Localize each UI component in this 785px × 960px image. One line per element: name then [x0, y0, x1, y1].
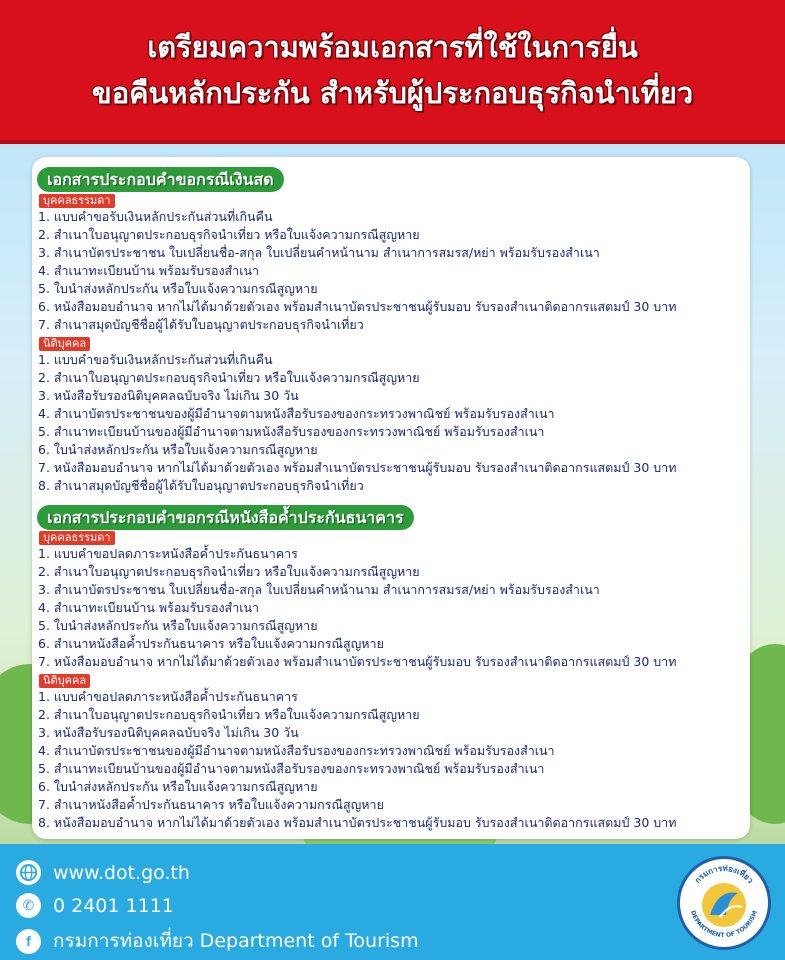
list-item: 2. สำเนาใบอนุญาตประกอบธุรกิจนำเที่ยว หรือใบแจ้งความกรณีสูญหาย — [38, 707, 420, 722]
globe-icon — [16, 860, 41, 885]
list-item: 2. สำเนาใบอนุญาตประกอบธุรกิจนำเที่ยว หรือใบแจ้งความกรณีสูญหาย — [38, 227, 420, 242]
list-item: 1. แบบคำขอปลดภาระหนังสือค้ำประกันธนาคาร — [38, 689, 298, 704]
document-list-card — [32, 157, 750, 839]
website-link[interactable]: www.dot.go.th — [53, 861, 190, 884]
list-item: 3. หนังสือรับรองนิติบุคคลฉบับจริง ไม่เกิน 30 วัน — [38, 725, 299, 740]
list-item: 1. แบบคำขอปลดภาระหนังสือค้ำประกันธนาคาร — [38, 546, 298, 561]
facebook-row[interactable] — [16, 926, 419, 956]
logo-text-top: กรมการท่องเที่ยว — [693, 863, 755, 886]
list-item: 6. ใบนำส่งหลักประกัน หรือใบแจ้งความกรณีสูญหาย — [38, 779, 318, 794]
list-item: 4. สำเนาทะเบียนบ้าน พร้อมรับรองสำเนา — [38, 600, 260, 615]
logo-text-bottom: DEPARTMENT OF TOURISM — [689, 909, 759, 940]
list-item: 7. หนังสือมอบอำนาจ หากไม่ได้มาด้วยตัวเอง พร้อมสำเนาบัตรประชาชนผู้รับมอบ รับรองสำเนาติดอากรแสตมป์ 30 บาท — [38, 654, 677, 669]
department-of-tourism-logo — [677, 856, 771, 950]
list-item: 3. สำเนาบัตรประชาชน ใบเปลี่ยนชื่อ-สกุล ใบเปลี่ยนคำหน้านาม สำเนาการสมรส/หย่า พร้อมรับรองสำเนา — [38, 245, 600, 260]
facebook-page-name[interactable]: กรมการท่องเที่ยว Department of Tourism — [53, 930, 419, 952]
group-label-individual: บุคคลธรรมดา — [39, 531, 115, 545]
list-item: 5. ใบนำส่งหลักประกัน หรือใบแจ้งความกรณีสูญหาย — [38, 618, 318, 633]
list-item: 2. สำเนาใบอนุญาตประกอบธุรกิจนำเที่ยว หรือใบแจ้งความกรณีสูญหาย — [38, 564, 420, 579]
list-item: 4. สำเนาทะเบียนบ้าน พร้อมรับรองสำเนา — [38, 263, 260, 278]
phone-number[interactable]: 0 2401 1111 — [53, 894, 174, 917]
list-item: 5. สำเนาทะเบียนบ้านของผู้มีอำนาจตามหนังสือรับรองของกระทรวงพาณิชย์ พร้อมรับรองสำเนา — [38, 761, 545, 776]
header-banner — [0, 0, 785, 144]
list-item: 2. สำเนาใบอนุญาตประกอบธุรกิจนำเที่ยว หรือใบแจ้งความกรณีสูญหาย — [38, 370, 420, 385]
facebook-icon: f — [16, 929, 41, 954]
list-item: 7. สำเนาหนังสือค้ำประกันธนาคาร หรือใบแจ้งความกรณีสูญหาย — [38, 797, 384, 812]
list-item: 6. ใบนำส่งหลักประกัน หรือใบแจ้งความกรณีสูญหาย — [38, 442, 318, 457]
list-item: 8. สำเนาสมุดบัญชีชื่อผู้ได้รับใบอนุญาตประกอบธุรกิจนำเที่ยว — [38, 478, 364, 493]
section-title-bank-guarantee: เอกสารประกอบคำขอกรณีหนังสือค้ำประกันธนาคาร — [37, 505, 414, 530]
page-title-line-1: เตรียมความพร้อมเอกสารที่ใช้ในการยื่น — [147, 30, 638, 64]
list-item: 8. หนังสือมอบอำนาจ หากไม่ได้มาด้วยตัวเอง พร้อมสำเนาบัตรประชาชนผู้รับมอบ รับรองสำเนาติดอากรแสตมป์ 30 บาท — [38, 815, 677, 830]
list-item: 7. หนังสือมอบอำนาจ หากไม่ได้มาด้วยตัวเอง พร้อมสำเนาบัตรประชาชนผู้รับมอบ รับรองสำเนาติดอากรแสตมป์ 30 บาท — [38, 460, 677, 475]
phone-icon: ✆ — [16, 893, 41, 918]
list-item: 4. สำเนาบัตรประชาชนของผู้มีอำนาจตามหนังสือรับรองของกระทรวงพาณิชย์ พร้อมรับรองสำเนา — [38, 406, 555, 421]
svg-text:กรมการท่องเที่ยว — [693, 864, 755, 886]
group-label-individual: บุคคลธรรมดา — [39, 194, 115, 208]
phone-row[interactable] — [16, 893, 174, 918]
list-item: 1. แบบคำขอรับเงินหลักประกันส่วนที่เกินคืน — [38, 209, 273, 224]
section-title-cash: เอกสารประกอบคำขอกรณีเงินสด — [37, 167, 284, 192]
list-item: 3. สำเนาบัตรประชาชน ใบเปลี่ยนชื่อ-สกุล ใบเปลี่ยนคำหน้านาม สำเนาการสมรส/หย่า พร้อมรับรองสำเนา — [38, 582, 600, 597]
list-item: 5. ใบนำส่งหลักประกัน หรือใบแจ้งความกรณีสูญหาย — [38, 281, 318, 296]
page-title-line-2: ขอคืนหลักประกัน สำหรับผู้ประกอบธุรกิจนำเที่ยว — [91, 76, 694, 110]
footer-contact-bar — [0, 844, 785, 960]
group-label-juristic: นิติบุคคล — [39, 337, 90, 351]
list-item: 6. หนังสือมอบอำนาจ หากไม่ได้มาด้วยตัวเอง พร้อมสำเนาบัตรประชาชนผู้รับมอบ รับรองสำเนาติดอากรแสตมป์ 30 บาท — [38, 299, 677, 314]
list-item: 7. สำเนาสมุดบัญชีชื่อผู้ได้รับใบอนุญาตประกอบธุรกิจนำเที่ยว — [38, 317, 364, 332]
list-item: 3. หนังสือรับรองนิติบุคคลฉบับจริง ไม่เกิน 30 วัน — [38, 388, 299, 403]
list-item: 6. สำเนาหนังสือค้ำประกันธนาคาร หรือใบแจ้งความกรณีสูญหาย — [38, 636, 384, 651]
group-label-juristic: นิติบุคคล — [39, 674, 90, 688]
list-item: 1. แบบคำขอรับเงินหลักประกันส่วนที่เกินคืน — [38, 352, 273, 367]
list-item: 5. สำเนาทะเบียนบ้านของผู้มีอำนาจตามหนังสือรับรองของกระทรวงพาณิชย์ พร้อมรับรองสำเนา — [38, 424, 545, 439]
list-item: 4. สำเนาบัตรประชาชนของผู้มีอำนาจตามหนังสือรับรองของกระทรวงพาณิชย์ พร้อมรับรองสำเนา — [38, 743, 555, 758]
website-row[interactable] — [16, 860, 190, 885]
